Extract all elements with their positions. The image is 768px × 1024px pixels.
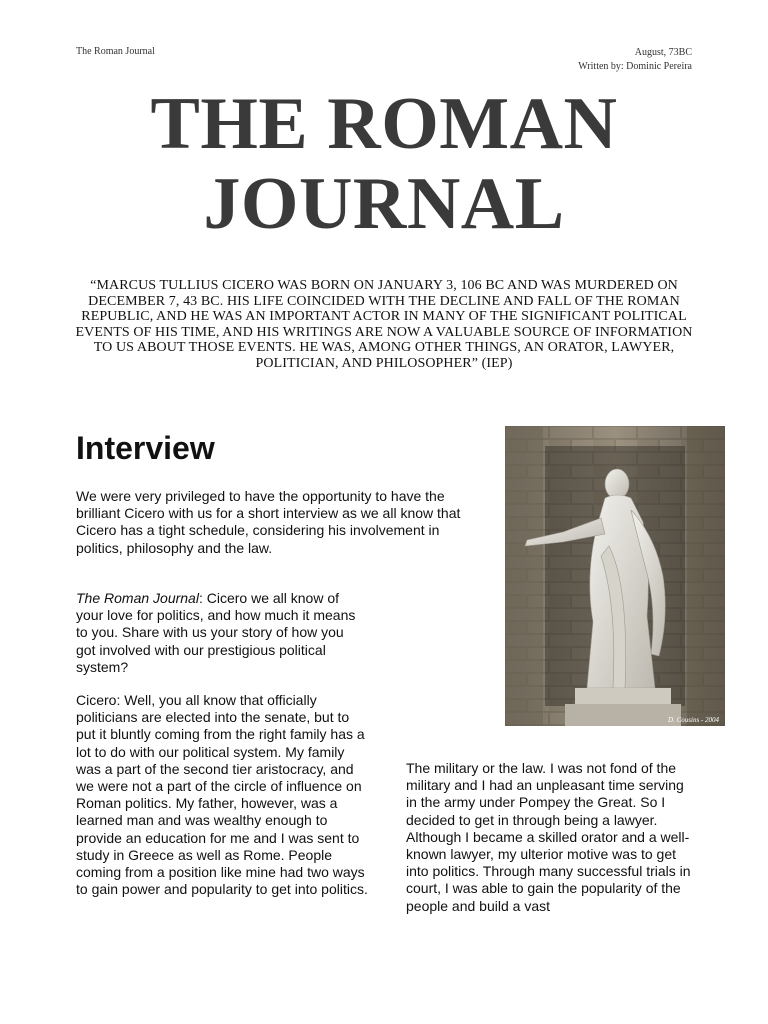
statue-photo-image — [505, 426, 725, 726]
header-publication: The Roman Journal — [76, 46, 155, 57]
header-byline: Written by: Dominic Pereira — [578, 61, 692, 72]
article-intro: We were very privileged to have the opportunity to have the brilliant Cicero with us for a short interview as we all know that Cicero has a tight schedule, considering his involvement in politics, philosophy and the law. — [76, 488, 461, 556]
statue-photo — [505, 426, 725, 726]
masthead-line-1: THE ROMAN — [150, 83, 618, 165]
cicero-quote: “MARCUS TULLIUS CICERO WAS BORN ON JANUARY 3, 106 BC AND WAS MURDERED ON DECEMBER 7, 43 BC. HIS LIFE COINCIDED WITH THE DECLINE AND FALL OF THE ROMAN REPUBLIC, AND HE WAS AN IMPORTANT ACTOR IN MANY OF THE SIGNIFICANT POLITICAL EVENTS OF HIS TIME, AND HIS WRITINGS ARE NOW A VALUABLE SOURCE OF INFORMATION TO US ABOUT THOSE EVENTS. HE WAS, AMONG OTHER THINGS, AN ORATOR, LAWYER, POLITICIAN, AND PHILOSOPHER” (IEP) — [75, 278, 693, 371]
interview-answer-1: Cicero: Well, you all know that officially politicians are elected into the senate, but to put it bluntly coming from the right family has a lot to do with our political system. My family was a part of the second tier aristocracy, and we were not a part of the circle of influence on Roman politics. My father, however, was a learned man and was wealthy enough to provide an education for me and I was sent to study in Greece as well as Rome. People coming from a position like mine had two ways to gain power and popularity to get into politics. — [76, 692, 368, 898]
interview-question-1 — [76, 590, 361, 676]
photo-watermark: D. Cousins - 2004 — [668, 716, 719, 724]
masthead-title — [0, 84, 768, 244]
header-meta — [578, 46, 692, 74]
question-text: : Cicero we all know of your love for politics, and how much it means to you. Share with us your story of how you got involved with our prestigious political system? — [76, 590, 356, 675]
question-speaker: The Roman Journal — [76, 590, 199, 606]
article-column-2: The military or the law. I was not fond of the military and I had an unpleasant time serving in the army under Pompey the Great. So I decided to get in through being a lawyer. Although I became a skilled orator and a well-known lawyer, my ulterior motive was to get into politics. Through many successful trials in court, I was able to gain the popularity of the people and build a vast — [406, 760, 691, 914]
section-title: Interview — [76, 430, 215, 466]
header-date: August, 73BC — [634, 47, 692, 58]
masthead-line-2: JOURNAL — [203, 163, 565, 245]
